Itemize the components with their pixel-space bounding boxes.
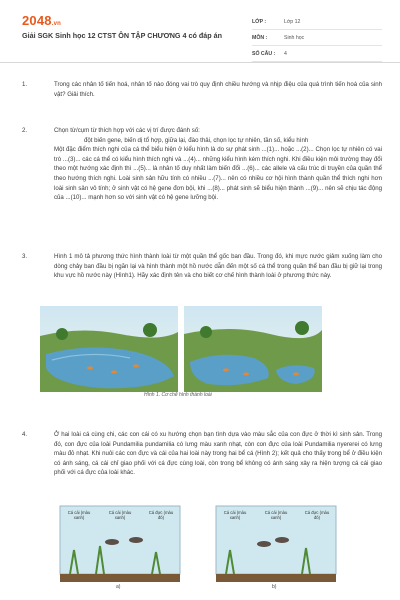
tank-label: Cá cái (màu xanh) — [264, 510, 288, 520]
figure-1-speciation — [40, 306, 322, 402]
meta-row-class: LỚP : Lớp 12 — [252, 14, 382, 30]
page-title: Giải SGK Sinh học 12 CTST ÔN TẬP CHƯƠNG 4 có đáp án — [22, 31, 223, 40]
question-number: 4. — [22, 431, 28, 438]
question-text: Trong các nhân tố tiến hoá, nhân tố nào đóng vai trò quy định chiều hướng và nhịp điệu của quá trình tiến hoá của sinh vật? Giải thích. — [54, 81, 382, 98]
question-text: Hình 1 mô tả phương thức hình thành loài từ một quần thể gốc ban đầu. Trong đó, khi mực nước giảm xuống làm cho dòng chảy ban đầu bị ngăn lại và hình thành một hồ nước dẫn đến một số cá thể trong quần thể ban đầu bị giữ lại trong khu vực hồ nước này (Hình1). Hãy xác định tên và cho biết cơ chế hình thành loài ở phương thức này. — [54, 253, 382, 280]
question-lead: Chọn từ/cụm từ thích hợp với các vị trí được đánh số: — [54, 127, 200, 134]
tank-a-labels — [64, 510, 176, 520]
subfigure-label-b: b) — [272, 584, 277, 590]
figure-caption: Hình 1. Cơ chế hình thành loài — [144, 392, 212, 398]
word-bank: đột biến gene, biến dị tổ hợp, giữa lại, đào thải, chọn lọc tự nhiên, tần số, kiểu hình — [84, 136, 309, 144]
lake-illustration — [40, 306, 322, 402]
tank-label: Cá cái (màu xanh) — [223, 510, 247, 520]
tank-label: Cá cái (màu xanh) — [67, 510, 91, 520]
tank-label: Cá đực (màu đỏ) — [304, 510, 330, 520]
question-number: 2. — [22, 127, 28, 134]
meta-row-subject: MÔN : Sinh học — [252, 30, 382, 46]
subfigure-label-a: a) — [116, 584, 121, 590]
tank-b-labels — [220, 510, 332, 520]
tank-label: Cá đực (màu đỏ) — [148, 510, 174, 520]
meta-row-count: SỐ CÂU : 4 — [252, 46, 382, 62]
question-4 — [22, 430, 382, 478]
meta-info — [252, 14, 382, 62]
question-text: Ở hai loài cá cùng chi, các con cái có xu hướng chọn bạn tình dựa vào màu sắc của con đực ở thời kì sinh sản. Trong đó, con đực của loài Pundamilia pundamilia có lưng màu xanh nhạt, còn con đực của loài Pundamilia nyererei có lưng màu đỏ nhạt. Khi nuôi các con đực và cái của hai loài này trong hai bể cá (Hình 2); kết quả cho thấy trong bể ở điều kiện có ánh sáng, cá cái chỉ giao phối với cá đực cùng loài, còn trong bể không có ánh sáng xảy ra hiện tượng cá cái giao phối với cá đực của loài khác. — [54, 431, 382, 477]
tank-label: Cá cái (màu xanh) — [108, 510, 132, 520]
question-3 — [22, 252, 382, 281]
question-text: Một đặc điểm thích nghi của cá thể biểu hiện ở kiểu hình là do sự phát sinh ...(1)... hoặc ...(2)... Chọn lọc tự nhiên có vai trò ...(3)... các cá thể có kiểu hình thích nghi và ...(4)... những kiểu hình kém thích nghi. Khi điều kiện môi trường thay đổi theo một hướng xác định thì ...(5)... là nhân tố duy nhất làm biến đổi ...(6)... các allele và cấu trúc di truyền của quần thể theo hướng thích nghi. Loài sinh sản hữu tính có nhiều ...(7)... nên có nhiều cơ hội hình thành quần thể thích nghi hơn loài sinh sản vô tính; ở sinh vật có hệ gene đơn bội, khi ...(8)... phát sinh sẽ biểu hiện thành ...(9)... nên sẽ chịu tác động của ...(10)... mạnh hơn so với sinh vật có hệ gene lưỡng bội. — [54, 146, 382, 202]
site-logo[interactable]: 2048.vn — [22, 13, 62, 28]
question-number: 3. — [22, 253, 28, 260]
question-1 — [22, 80, 382, 99]
header-bar — [0, 0, 400, 63]
question-2 — [22, 126, 382, 203]
figure-2-tanks — [56, 500, 356, 600]
question-number: 1. — [22, 81, 28, 88]
